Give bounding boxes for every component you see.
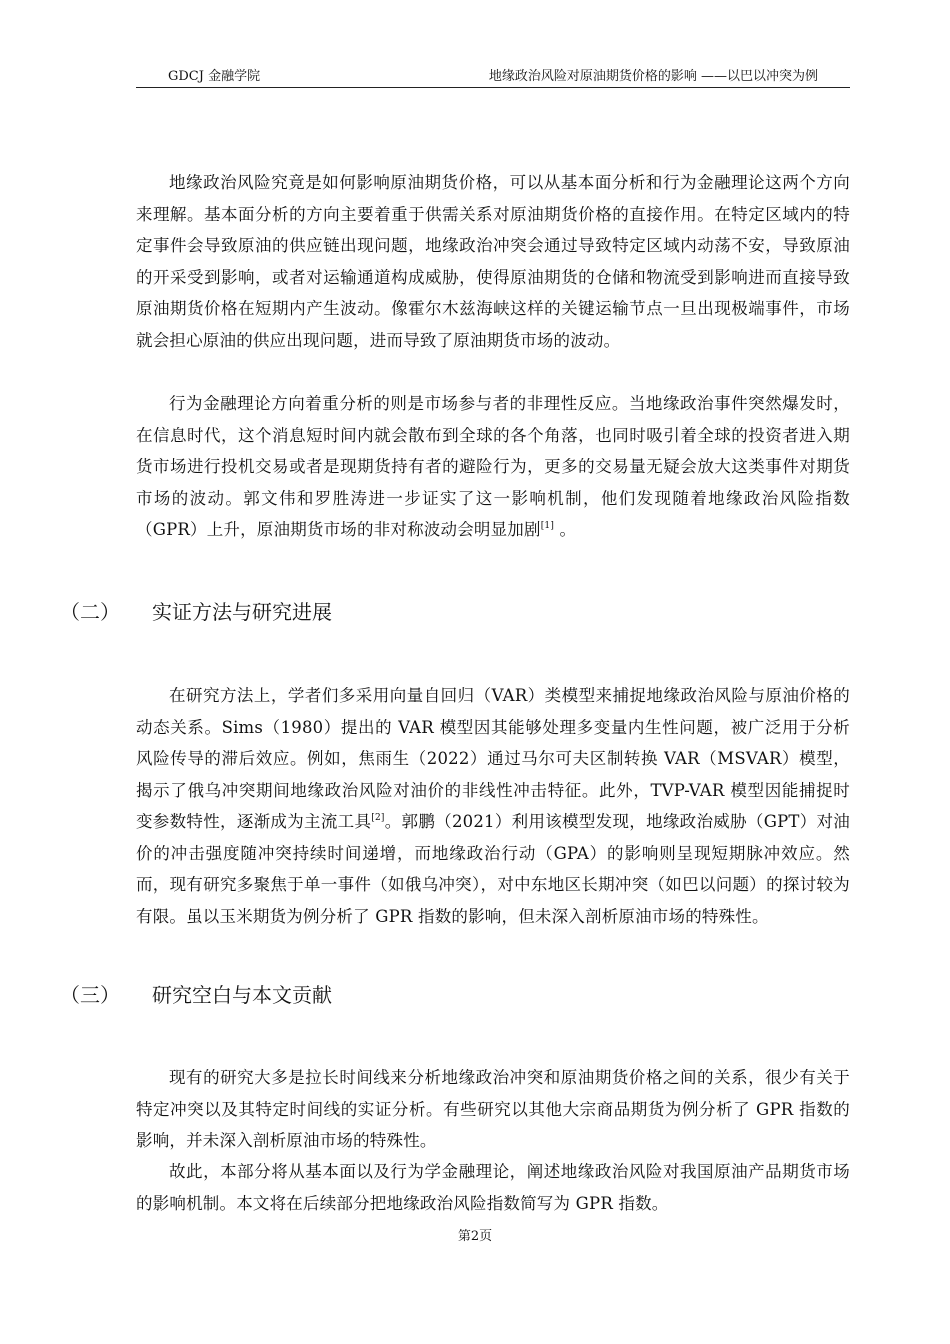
paragraph-text: 行为金融理论方向着重分析的则是市场参与者的非理性反应。当地缘政治事件突然爆发时，在信息时代，这个消息短时间内就会散布到全球的各个角落，也同时吸引着全球的投资者进入期货市场进行投机交易或者是现期货持有者的避险行为，更多的交易量无疑会放大这类事件对期货市场的波动。郭文伟和罗胜涛进一步证实了这一影响机制，他们发现随着地缘政治风险指数（GPR）上升，原油期货市场的非对称波动会明显加剧 [136, 394, 850, 539]
citation-ref: [1] [540, 521, 555, 531]
section-title: 实证方法与研究进展 [152, 600, 332, 624]
page-number: 第2页 [457, 1229, 493, 1244]
section-number: （二） [60, 600, 120, 624]
section-number: （三） [60, 983, 120, 1007]
paragraph-text: 故此，本部分将从基本面以及行为学金融理论，阐述地缘政治风险对我国原油产品期货市场的影响机制。本文将在后续部分把地缘政治风险指数简写为 GPR 指数。 [136, 1162, 850, 1213]
citation-ref: [2] [371, 813, 385, 823]
paragraph-contribution [136, 1156, 850, 1219]
paragraph-text: 在研究方法上，学者们多采用向量自回归（VAR）类模型来捕捉地缘政治风险与原油价格的动态关系。Sims（1980）提出的 VAR 模型因其能够处理多变量内生性问题，被广泛用于分析风险传导的滞后效应。例如，焦雨生（2022）通过马尔可夫区制转换 VAR（MSVAR）模型，揭示了俄乌冲突期间地缘政治风险对油价的非线性冲击特征。此外，TVP-VAR 模型因能捕捉时变参数特性，逐渐成为主流工具 [136, 686, 850, 831]
paragraph-methods [136, 680, 850, 932]
section-title: 研究空白与本文贡献 [152, 983, 332, 1007]
header-divider [136, 87, 850, 88]
paragraph-research-gap [136, 1062, 850, 1157]
section-heading-methods [60, 598, 332, 626]
section-heading-gap [60, 981, 332, 1009]
paragraph-tail: 。 [554, 520, 577, 539]
paragraph-text: 现有的研究大多是拉长时间线来分析地缘政治冲突和原油期货价格之间的关系，很少有关于特定冲突以及其特定时间线的实证分析。有些研究以其他大宗商品期货为例分析了 GPR 指数的影响，并未深入剖析原油市场的特殊性。 [136, 1068, 850, 1150]
paragraph-mechanism-intro [136, 167, 850, 356]
paragraph-tail: 。郭鹏（2021）利用该模型发现，地缘政治威胁（GPT）对油价的冲击强度随冲突持续时间递增，而地缘政治行动（GPA）的影响则呈现短期脉冲效应。然而，现有研究多聚焦于单一事件（如俄乌冲突），对中东地区长期冲突（如巴以问题）的探讨较为有限。虽以玉米期货为例分析了 GPR 指数的影响，但未深入剖析原油市场的特殊性。 [136, 812, 850, 926]
header-institution: GDCJ 金融学院 [168, 69, 261, 84]
header-paper-title: 地缘政治风险对原油期货价格的影响 ——以巴以冲突为例 [488, 69, 818, 84]
paragraph-text: 地缘政治风险究竟是如何影响原油期货价格，可以从基本面分析和行为金融理论这两个方向来理解。基本面分析的方向主要着重于供需关系对原油期货价格的直接作用。在特定区域内的特定事件会导致原油的供应链出现问题，地缘政治冲突会通过导致特定区域内动荡不安，导致原油的开采受到影响，或者对运输通道构成威胁，使得原油期货的仓储和物流受到影响进而直接导致原油期货价格在短期内产生波动。像霍尔木兹海峡这样的关键运输节点一旦出现极端事件，市场就会担心原油的供应出现问题，进而导致了原油期货市场的波动。 [136, 173, 850, 350]
paragraph-behavioral-finance [136, 388, 850, 546]
